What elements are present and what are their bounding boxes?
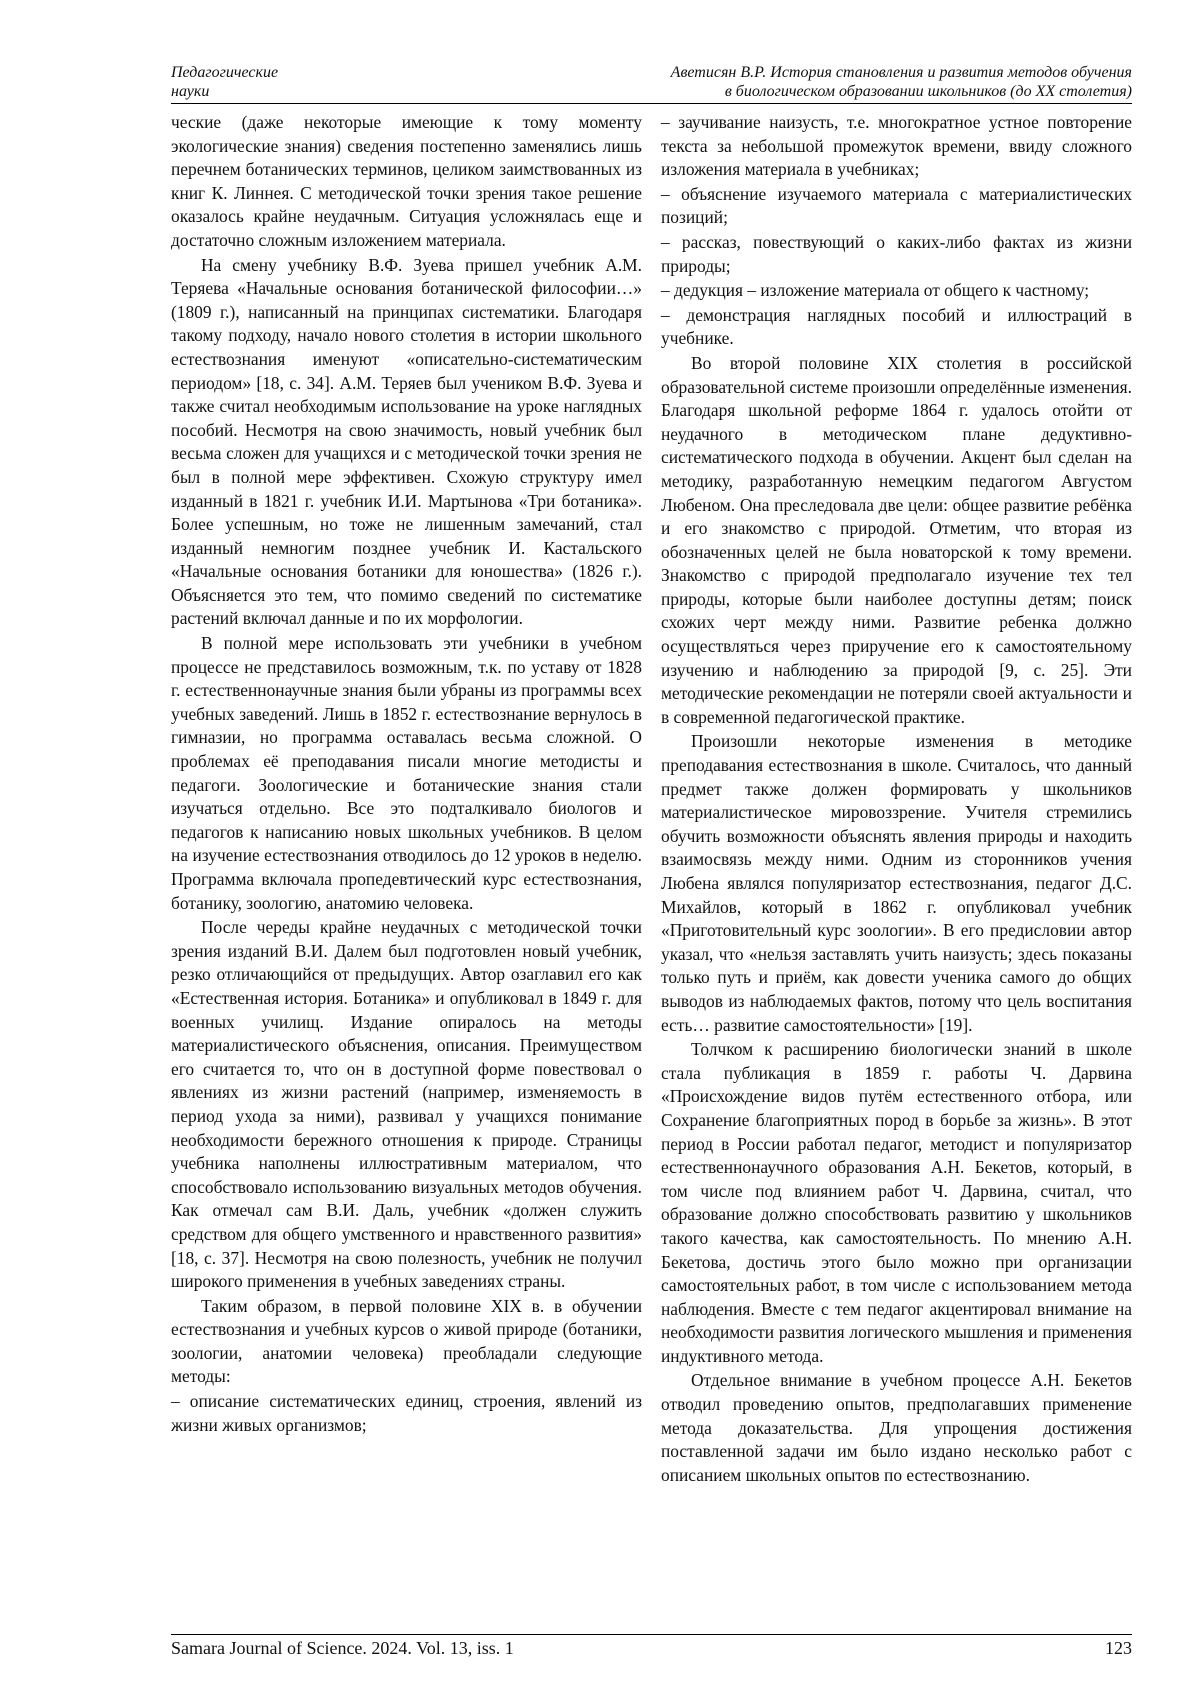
- paragraph: Произошли некоторые изменения в методике преподавания естествознания в школе. Считалось, что данный предмет также должен формировать у школьников материалистическое мировоззрение. Учителя стремились обучить возможности объяснять явления природы и находить взаимосвязь между ними. Одним из сторонников учения Любена являлся популяризатор естествознания, педагог Д.С. Михайлов, который в 1862 г. опубликовал учебник «Приготовительный курс зоологии». В его предисловии автор указал, что «нельзя заставлять учить наизусть; здесь показаны только путь и приём, как довести ученика самого до общих выводов из наблюдаемых фактов, потому что цель воспитания есть… развитие самостоятельности» [19].: [661, 730, 1132, 1037]
- page-header: [171, 63, 1132, 103]
- journal-section-line-1: Педагогические: [171, 63, 278, 82]
- right-column: [661, 111, 1132, 1488]
- paragraph: После череды крайне неудачных с методической точки зрения изданий В.И. Далем был подготовлен новый учебник, резко отличающийся от предыдущих. Автор озаглавил его как «Естественная история. Ботаника» и опубликовал в 1849 г. для военных училищ. Издание опиралось на методы материалистического объяснения, описания. Преимуществом его считается то, что он в доступной форме повествовал о явлениях из жизни растений (например, изменяемость в период ухода за ними), развивал у учащихся понимание необходимости бережного отношения к природе. Страницы учебника наполнены иллюстративным материалом, что способствовало использованию визуальных методов обучения. Как отмечал сам В.И. Даль, учебник «должен служить средством для общего умственного и нравственного развития» [18, с. 37]. Несмотря на свою полезность, учебник не получил широкого применения в учебных заведениях страны.: [171, 916, 642, 1294]
- list-item: – описание систематических единиц, строения, явлений из жизни живых организмов;: [171, 1390, 642, 1437]
- journal-section-line-2: науки: [171, 82, 278, 101]
- left-column: [171, 111, 642, 1438]
- header-rule: [171, 103, 1132, 104]
- paragraph: Таким образом, в первой половине XIX в. в обучении естествознания и учебных курсов о живой природе (ботаники, зоологии, анатомии человека) преобладали следующие методы:: [171, 1295, 642, 1389]
- paragraph: Во второй половине XIX столетия в российской образовательной системе произошли определённые изменения. Благодаря школьной реформе 1864 г. удалось отойти от неудачного в методическом плане дедуктивно-систематического подхода в обучении. Акцент был сделан на методику, разработанную немецким педагогом Августом Любеном. Она преследовала две цели: общее развитие ребёнка и его знакомство с природой. Отметим, что вторая из обозначенных целей не была новаторской к тому времени. Знакомство с природой предполагало изучение тех тел природы, которые были наиболее доступны детям; поиск схожих черт между ними. Развитие ребенка должно осуществляться через приручение его к самостоятельному изучению и наблюдению за природой [9, с. 25]. Эти методические рекомендации не потеряли своей актуальности и в современной педагогической практике.: [661, 352, 1132, 730]
- article-title-line-2: в биологическом образовании школьников (до XX столетия): [671, 82, 1132, 101]
- journal-section: [171, 63, 278, 101]
- list-item: – заучивание наизусть, т.е. многократное устное повторение текста за небольшой промежуток времени, ввиду сложного изложения материала в учебниках;: [661, 111, 1132, 182]
- footer-rule: [171, 1634, 1132, 1635]
- paragraph: ческие (даже некоторые имеющие к тому моменту экологические знания) сведения постепенно заменялись лишь перечнем ботанических терминов, целиком заимствованных из книг К. Линнея. С методической точки зрения такое решение оказалось крайне неудачным. Ситуация усложнялась еще и достаточно сложным изложением материала.: [171, 111, 642, 253]
- list-item: – демонстрация наглядных пособий и иллюстраций в учебнике.: [661, 304, 1132, 351]
- paragraph: На смену учебнику В.Ф. Зуева пришел учебник А.М. Теряева «Начальные основания ботанической философии…» (1809 г.), написанный на принципах систематики. Благодаря такому подходу, начало нового столетия в истории школьного естествознания именуют «описательно-систематическим периодом» [18, с. 34]. А.М. Теряев был учеником В.Ф. Зуева и также считал необходимым использование на уроке наглядных пособий. Несмотря на свою значимость, новый учебник был весьма сложен для учащихся и с методической точки зрения не был в полной мере эффективен. Схожую структуру имел изданный в 1821 г. учебник И.И. Мартынова «Три ботаника». Более успешным, но тоже не лишенным замечаний, стал изданный немногим позднее учебник И. Кастальского «Начальные основания ботаники для юношества» (1826 г.). Объясняется это тем, что помимо сведений по систематике растений включал данные и по их морфологии.: [171, 254, 642, 632]
- list-item: – объяснение изучаемого материала с материалистических позиций;: [661, 183, 1132, 230]
- list-item: – рассказ, повествующий о каких-либо фактах из жизни природы;: [661, 231, 1132, 278]
- list-item: – дедукция – изложение материала от общего к частному;: [661, 279, 1132, 303]
- article-title-line-1: Аветисян В.Р. История становления и развития методов обучения: [671, 63, 1132, 82]
- journal-citation: Samara Journal of Science. 2024. Vol. 13, iss. 1: [171, 1637, 514, 1659]
- paragraph: Толчком к расширению биологически знаний в школе стала публикация в 1859 г. работы Ч. Дарвина «Происхождение видов путём естественного отбора, или Сохранение благоприятных пород в борьбе за жизнь». В этот период в России работал педагог, методист и популяризатор естественнонаучного образования А.Н. Бекетов, который, в том числе под влиянием работ Ч. Дарвина, считал, что образование должно способствовать развитию у школьников такого качества, как самостоятельность. По мнению А.Н. Бекетова, достичь этого было можно при организации самостоятельных работ, в том числе с использованием метода наблюдения. Вместе с тем педагог акцентировал внимание на необходимости развития логического мышления и применения индуктивного метода.: [661, 1038, 1132, 1368]
- page-number: 123: [1105, 1637, 1132, 1659]
- article-running-title: [671, 63, 1132, 101]
- paragraph: Отдельное внимание в учебном процессе А.Н. Бекетов отводил проведению опытов, предполагавших применение метода доказательства. Для упрощения достижения поставленной задачи им было издано несколько работ с описанием школьных опытов по естествознанию.: [661, 1369, 1132, 1487]
- paragraph: В полной мере использовать эти учебники в учебном процессе не представилось возможным, т.к. по уставу от 1828 г. естественнонаучные знания были убраны из программы всех учебных заведений. Лишь в 1852 г. естествознание вернулось в гимназии, но программа оставалась весьма сложной. О проблемах её преподавания писали многие методисты и педагоги. Зоологические и ботанические знания стали изучаться отдельно. Все это подталкивало биологов и педагогов к написанию новых школьных учебников. В целом на изучение естествознания отводилось до 12 уроков в неделю. Программа включала пропедевтический курс естествознания, ботанику, зоологию, анатомию человека.: [171, 632, 642, 915]
